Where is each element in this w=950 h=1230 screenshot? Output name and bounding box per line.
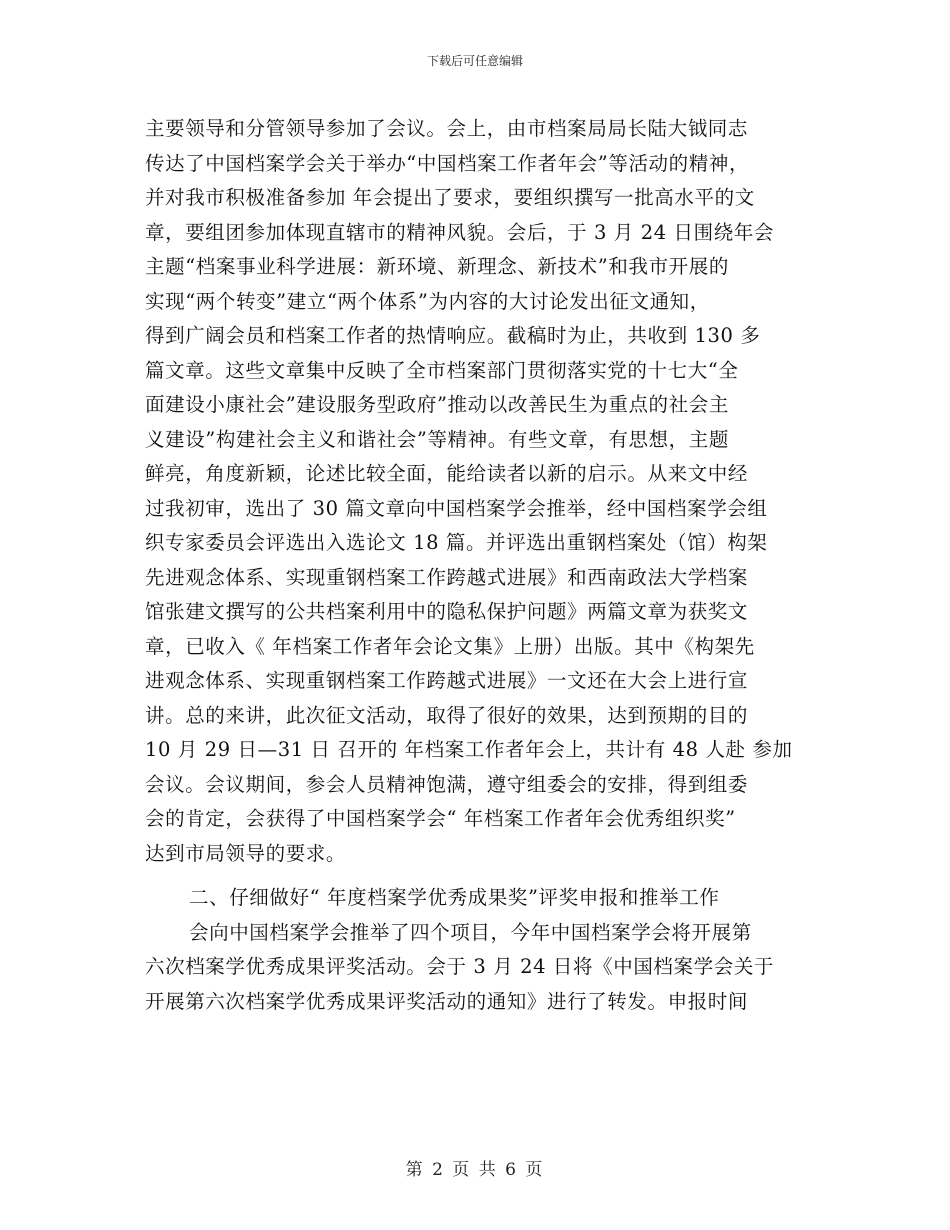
- body-line: 会的肯定，会获得了中国档案学会“ 年档案工作者年会优秀组织奖”: [145, 807, 736, 830]
- body-line: 六次档案学优秀成果评奖活动。会于 3 月 24 日将《中国档案学会关于: [145, 955, 775, 978]
- body-line: 传达了中国档案学会关于举办“中国档案工作者年会”等活动的精神，: [145, 151, 750, 175]
- body-line: 织专家委员会评选出入选论文 18 篇。并评选出重钢档案处（馆）构架: [145, 531, 768, 554]
- page-header: 下载后可任意编辑: [426, 54, 523, 68]
- body-line: 讲。总的来讲，此次征文活动，取得了很好的效果，达到预期的目的: [145, 703, 749, 727]
- body-line: 会向中国档案学会推举了四个项目，今年中国档案学会将开展第: [189, 920, 752, 944]
- body-line: 鲜亮，角度新颖，论述比较全面，能给读者以新的启示。从来文中经: [145, 462, 749, 485]
- body-line: 面建设小康社会”建设服务型政府”推动以改善民生为重点的社会主: [145, 393, 729, 416]
- body-line: 主要领导和分管领导参加了会议。会上，由市档案局局长陆大钺同志: [145, 117, 749, 140]
- body-line: 章，已收入《 年档案工作者年会论文集》上册）出版。其中《构架先: [145, 634, 755, 658]
- body-line: 义建设”构建社会主义和谐社会”等精神。有些文章，有思想，主题: [145, 427, 729, 451]
- body-line: 并对我市积极准备参加 年会提出了要求，要组织撰写一批高水平的文: [145, 186, 755, 209]
- paragraph-gap: [145, 871, 815, 881]
- body-line: 10 月 29 日—31 日 召开的 年档案工作者年会上，共计有 48 人赴 参加: [145, 738, 793, 761]
- body-line: 馆张建文撰写的公共档案利用中的隐私保护问题》两篇文章为获奖文: [145, 600, 749, 623]
- body-line: 开展第六次档案学优秀成果评奖活动的通知》进行了转发。申报时间: [145, 989, 749, 1013]
- body-line: 过我初审，选出了 30 篇文章向中国档案学会推举，经中国档案学会组: [145, 496, 768, 520]
- body-line: 主题“档案事业科学进展：新环境、新理念、新技术”和我市开展的: [145, 255, 729, 278]
- body-line: 篇文章。这些文章集中反映了全市档案部门贯彻落实党的十七大“全: [145, 358, 739, 382]
- document-body: [145, 112, 815, 1019]
- body-line: 得到广阔会员和档案工作者的热情响应。截稿时为止，共收到 130 多: [145, 324, 761, 347]
- body-line: 章，要组团参加体现直辖市的精神风貌。会后，于 3 月 24 日围绕年会: [145, 220, 775, 244]
- page-number: 第 2 页 共 6 页: [405, 1160, 545, 1180]
- section-heading: 二、仔细做好“ 年度档案学优秀成果奖”评奖申报和推举工作: [189, 886, 720, 909]
- body-line: 会议。会议期间，参会人员精神饱满，遵守组委会的安排，得到组委: [145, 772, 749, 796]
- body-line: 实现“两个转变”建立“两个体系”为内容的大讨论发出征文通知，: [145, 289, 710, 313]
- body-line: 达到市局领导的要求。: [145, 841, 347, 865]
- body-line: 进观念体系、实现重钢档案工作跨越式进展》一文还在大会上进行宣: [145, 669, 749, 692]
- body-line: 先进观念体系、实现重钢档案工作跨越式进展》和西南政法大学档案: [145, 565, 749, 589]
